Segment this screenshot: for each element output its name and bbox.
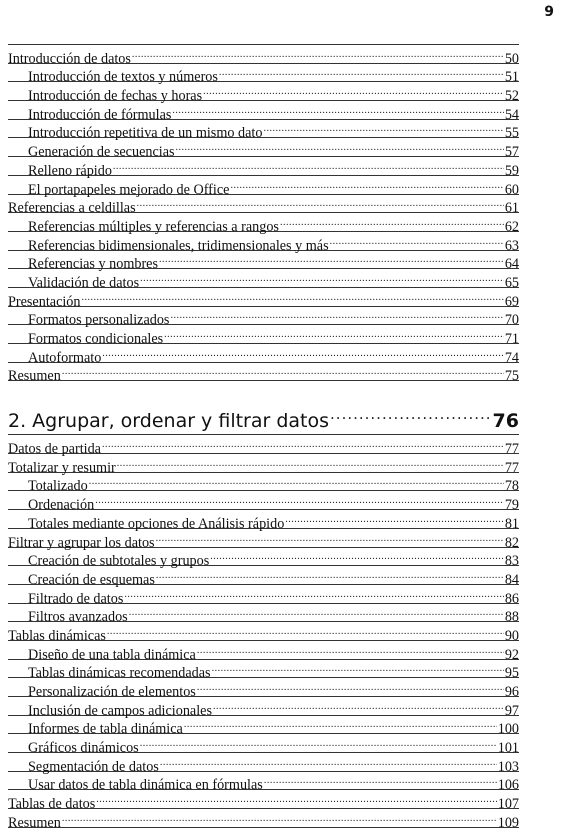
toc-entry-page: 77 — [504, 459, 519, 476]
toc-entry-page: 60 — [504, 181, 519, 198]
toc-entry-label: Totalizado — [28, 478, 88, 495]
toc-entry-label: Introducción de fechas y horas — [28, 88, 203, 105]
toc-entry-page: 82 — [504, 534, 519, 551]
dot-leader — [210, 548, 504, 566]
chapter-heading — [8, 401, 519, 433]
chapter-page: 76 — [492, 410, 519, 433]
toc-entry-page: 51 — [504, 69, 519, 86]
toc-entry-label: Totalizar y resumir — [8, 459, 116, 476]
toc-entry-label: Resumen — [8, 814, 61, 831]
dot-leader — [197, 678, 504, 696]
toc-entry-label: Generación de secuencias — [28, 144, 175, 161]
dot-leader — [137, 195, 504, 213]
dot-leader — [62, 363, 504, 381]
toc-entry — [8, 434, 519, 458]
toc-entry-page: 61 — [504, 200, 519, 217]
toc-entry-label: Autoformato — [28, 349, 102, 366]
dot-leader — [140, 734, 497, 752]
table-of-contents — [8, 44, 519, 831]
toc-entry-label: Segmentación de datos — [28, 758, 159, 775]
toc-entry-label: Validación de datos — [28, 274, 140, 291]
dot-leader — [102, 344, 504, 362]
toc-entry-label: Diseño de una tabla dinámica — [28, 646, 196, 663]
toc-entry-label: Referencias a celdillas — [8, 200, 136, 217]
toc-entry-page: 70 — [504, 312, 519, 329]
toc-entry-page: 75 — [504, 368, 519, 385]
dot-leader — [164, 325, 504, 343]
dot-leader — [219, 64, 504, 82]
toc-entry-page: 83 — [504, 553, 519, 570]
dot-leader — [113, 157, 504, 175]
toc-entry-label: El portapapeles mejorado de Office — [28, 181, 230, 198]
dot-leader — [107, 622, 504, 640]
dot-leader — [156, 529, 504, 547]
toc-entry-page: 107 — [497, 796, 519, 813]
toc-entry-label: Totales mediante opciones de Análisis rápido — [28, 515, 285, 532]
toc-entry-page: 62 — [504, 218, 519, 235]
toc-entry-page: 52 — [504, 88, 519, 105]
toc-entry-page: 71 — [504, 331, 519, 347]
dot-leader — [95, 491, 504, 509]
toc-entry-label: Introducción de datos — [8, 50, 131, 67]
toc-entry-label: Introducción de textos y números — [28, 69, 218, 86]
dot-leader — [62, 809, 497, 827]
toc-entry-label: Referencias bidimensionales, tridimensionales y más — [28, 237, 329, 254]
dot-leader — [132, 45, 504, 63]
toc-entry-page: 100 — [497, 721, 519, 738]
toc-section-1 — [8, 44, 519, 385]
toc-entry-label: Presentación — [8, 293, 81, 310]
dot-leader — [129, 604, 504, 622]
toc-entry-page: 90 — [504, 627, 519, 644]
dot-leader — [82, 288, 504, 306]
toc-entry-label: Creación de esquemas — [28, 571, 155, 588]
toc-entry-page: 92 — [504, 646, 519, 663]
dot-leader — [330, 401, 492, 427]
toc-entry-page: 55 — [504, 125, 519, 142]
toc-entry-page: 50 — [504, 50, 519, 67]
toc-entry-label: Informes de tabla dinámica — [28, 721, 183, 738]
toc-entry-page: 78 — [504, 478, 519, 495]
toc-entry-page: 86 — [504, 590, 519, 607]
dot-leader — [159, 251, 504, 269]
toc-section-2 — [8, 434, 519, 831]
toc-entry-label: Tablas dinámicas recomendadas — [28, 665, 211, 682]
toc-subentry — [8, 306, 519, 329]
toc-entry-page: 101 — [497, 740, 519, 757]
toc-entry-label: Ordenación — [28, 497, 95, 514]
toc-entry-label: Creación de subtotales y grupos — [28, 553, 210, 570]
toc-entry-label: Resumen — [8, 368, 61, 385]
toc-entry-label: Usar datos de tabla dinámica en fórmulas — [28, 777, 263, 794]
toc-entry-page: 79 — [504, 497, 519, 514]
toc-entry-label: Relleno rápido — [28, 162, 112, 179]
toc-entry-label: Tablas de datos — [8, 796, 96, 813]
dot-leader — [285, 510, 504, 528]
toc-entry — [8, 287, 519, 310]
toc-entry-label: Referencias múltiples y referencias a rangos — [28, 218, 279, 235]
toc-entry-label: Referencias y nombres — [28, 256, 159, 273]
dot-leader — [203, 82, 504, 100]
toc-entry-label: Gráficos dinámicos — [28, 740, 139, 757]
toc-entry-page: 97 — [504, 702, 519, 719]
dot-leader — [176, 138, 504, 156]
toc-entry-page: 77 — [504, 441, 519, 458]
dot-leader — [156, 566, 504, 584]
toc-entry-page: 96 — [504, 684, 519, 700]
toc-entry-label: Formatos condicionales — [28, 331, 164, 347]
toc-entry — [8, 362, 519, 385]
toc-entry-page: 88 — [504, 609, 519, 626]
toc-entry-page: 69 — [504, 293, 519, 310]
dot-leader — [170, 307, 503, 325]
toc-entry — [8, 808, 519, 831]
toc-entry-page: 54 — [504, 106, 519, 123]
dot-leader — [213, 697, 504, 715]
dot-leader — [124, 585, 503, 603]
toc-entry — [8, 44, 519, 67]
page-number: 9 — [544, 4, 554, 20]
toc-entry-page: 57 — [504, 144, 519, 161]
toc-entry-page: 74 — [504, 349, 519, 366]
dot-leader — [140, 269, 504, 287]
toc-entry-page: 63 — [504, 237, 519, 254]
toc-entry-label: Introducción de fórmulas — [28, 106, 172, 123]
dot-leader — [117, 454, 504, 472]
toc-entry-page: 109 — [497, 814, 519, 831]
dot-leader — [330, 232, 504, 250]
toc-entry-page: 59 — [504, 162, 519, 179]
dot-leader — [212, 660, 504, 678]
toc-entry-page: 65 — [504, 274, 519, 291]
toc-entry-page: 81 — [504, 515, 519, 532]
dot-leader — [230, 176, 503, 194]
toc-entry-label: Personalización de elementos — [28, 684, 196, 700]
toc-entry-label: Inclusión de campos adicionales — [28, 702, 212, 719]
dot-leader — [89, 473, 504, 491]
dot-leader — [172, 101, 503, 119]
dot-leader — [263, 120, 503, 138]
toc-entry-page: 84 — [504, 571, 519, 588]
toc-entry-page: 95 — [504, 665, 519, 682]
dot-leader — [96, 790, 496, 808]
toc-entry-page: 106 — [497, 777, 519, 794]
toc-entry-label: Filtros avanzados — [28, 609, 128, 626]
toc-entry-label: Filtrado de datos — [28, 590, 124, 607]
toc-entry-label: Datos de partida — [8, 441, 101, 458]
chapter-title: 2. Agrupar, ordenar y filtrar datos — [8, 410, 330, 433]
dot-leader — [102, 435, 504, 453]
toc-entry-page: 64 — [504, 256, 519, 273]
toc-entry-label: Filtrar y agrupar los datos — [8, 534, 155, 551]
toc-entry-label: Formatos personalizados — [28, 312, 170, 329]
toc-entry-page: 103 — [497, 758, 519, 775]
toc-entry-label: Tablas dinámicas — [8, 627, 106, 644]
dot-leader — [197, 641, 504, 659]
toc-entry-label: Introducción repetitiva de un mismo dato — [28, 125, 263, 142]
dot-leader — [184, 716, 497, 734]
dot-leader — [280, 213, 504, 231]
dot-leader — [264, 772, 497, 790]
dot-leader — [160, 753, 497, 771]
